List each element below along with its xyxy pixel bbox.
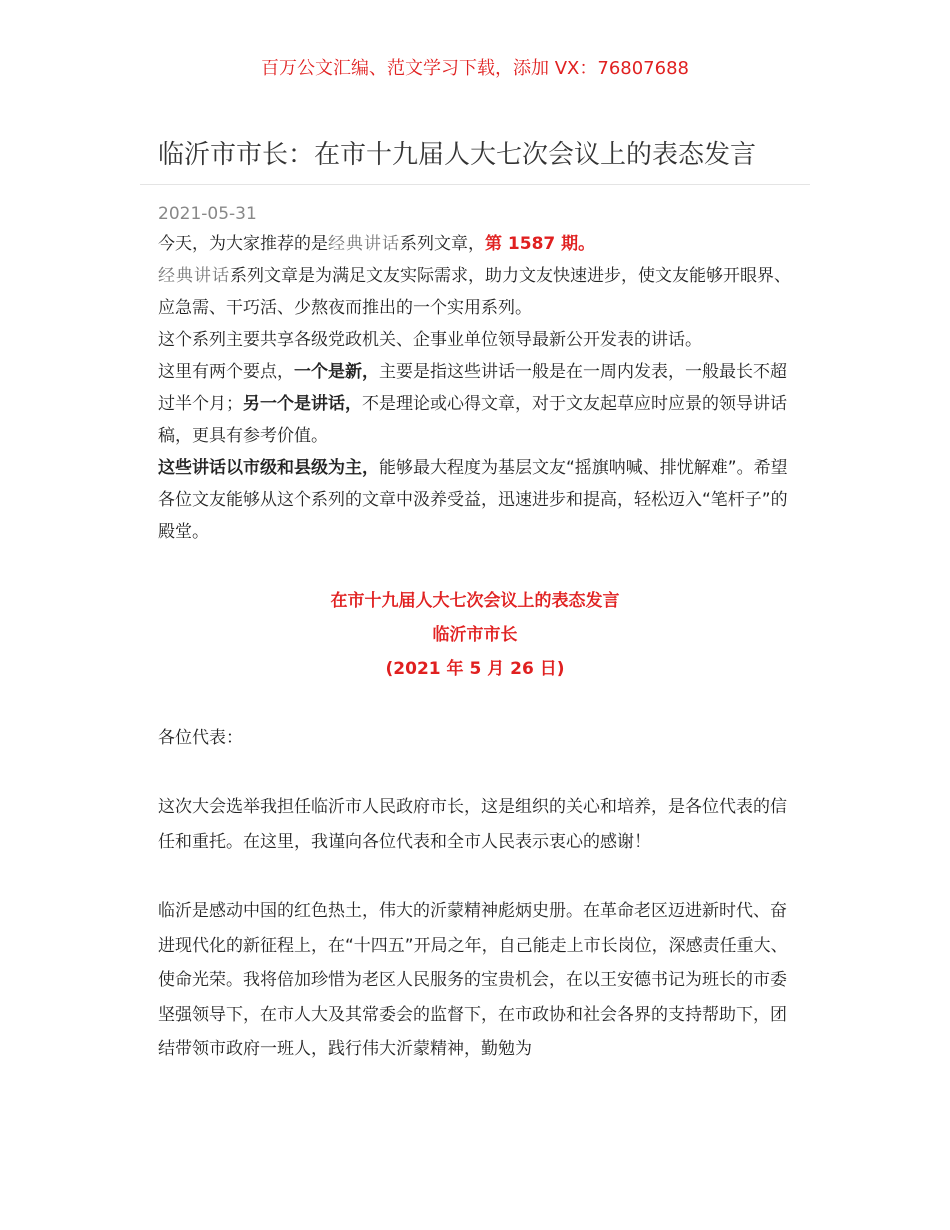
intro-text: 系列文章， xyxy=(400,234,485,254)
promo-banner: 百万公文汇编、范文学习下载，添加 VX：76807688 xyxy=(261,58,689,79)
intro-text: 这里有两个要点， xyxy=(158,362,294,382)
speech-paragraph-2: 临沂是感动中国的红色热土，伟大的沂蒙精神彪炳史册。在革命老区迈进新时代、奋进现代化的新征程上，在“十四五”开局之年，自己能走上市长岗位，深感责任重大、使命光荣。我将倍加珍惜为老区人民服务的宝贵机会，在以王安德书记为班长的市委坚强领导下，在市人大及其常委会的监督下，在市政协和社会各界的支持帮助下，团结带领市政府一班人，践行伟大沂蒙精神，勤勉为 xyxy=(158,901,788,1059)
intro-paragraph-1 xyxy=(158,228,794,260)
speech-header xyxy=(0,584,950,686)
speech-speaker: 临沂市市长 xyxy=(432,625,518,645)
intro-text: 今天，为大家推荐的是 xyxy=(158,234,328,254)
intro-paragraph-5 xyxy=(158,452,794,548)
intro-text: 主要是指这些讲话一般是在一周内发表，一般最长不超过半个月； xyxy=(158,362,787,414)
intro-section xyxy=(158,228,794,548)
key-point-speech: 另一个是讲话， xyxy=(243,394,362,414)
key-point-new: 一个是新， xyxy=(294,362,379,382)
intro-paragraph-4 xyxy=(158,356,794,452)
intro-text: 能够最大程度为基层文友“摇旗呐喊、排忧解难”。希望各位文友能够从这个系列的文章中汲养受益，迅速进步和提高，轻松迈入“笔杆子”的殿堂。 xyxy=(158,458,788,542)
intro-text: 系列文章是为满足文友实际需求，助力文友快速进步，使文友能够开眼界、应急需、干巧活、少熬夜而推出的一个实用系列。 xyxy=(158,266,791,318)
key-point-level: 这些讲话以市级和县级为主， xyxy=(158,458,379,478)
series-name: 经典讲话 xyxy=(328,234,400,254)
intro-paragraph-3: 这个系列主要共享各级党政机关、企事业单位领导最新公开发表的讲话。 xyxy=(158,330,702,350)
page-title: 临沂市市长：在市十九届人大七次会议上的表态发言 xyxy=(158,140,757,170)
speech-paragraph-1: 这次大会选举我担任临沂市人民政府市长，这是组织的关心和培养，是各位代表的信任和重托。在这里，我谨向各位代表和全市人民表示衷心的感谢！ xyxy=(158,797,787,852)
publish-date: 2021-05-31 xyxy=(158,204,257,224)
issue-number: 第 1587 期。 xyxy=(485,234,596,254)
speech-salutation: 各位代表： xyxy=(158,728,243,748)
speech-heading: 在市十九届人大七次会议上的表态发言 xyxy=(330,591,620,611)
series-name: 经典讲话 xyxy=(158,266,230,286)
speech-date: (2021 年 5 月 26 日) xyxy=(385,659,565,679)
intro-text: 不是理论或心得文章，对于文友起草应时应景的领导讲话稿，更具有参考价值。 xyxy=(158,394,787,446)
title-divider xyxy=(140,184,810,185)
intro-paragraph-2 xyxy=(158,260,794,324)
